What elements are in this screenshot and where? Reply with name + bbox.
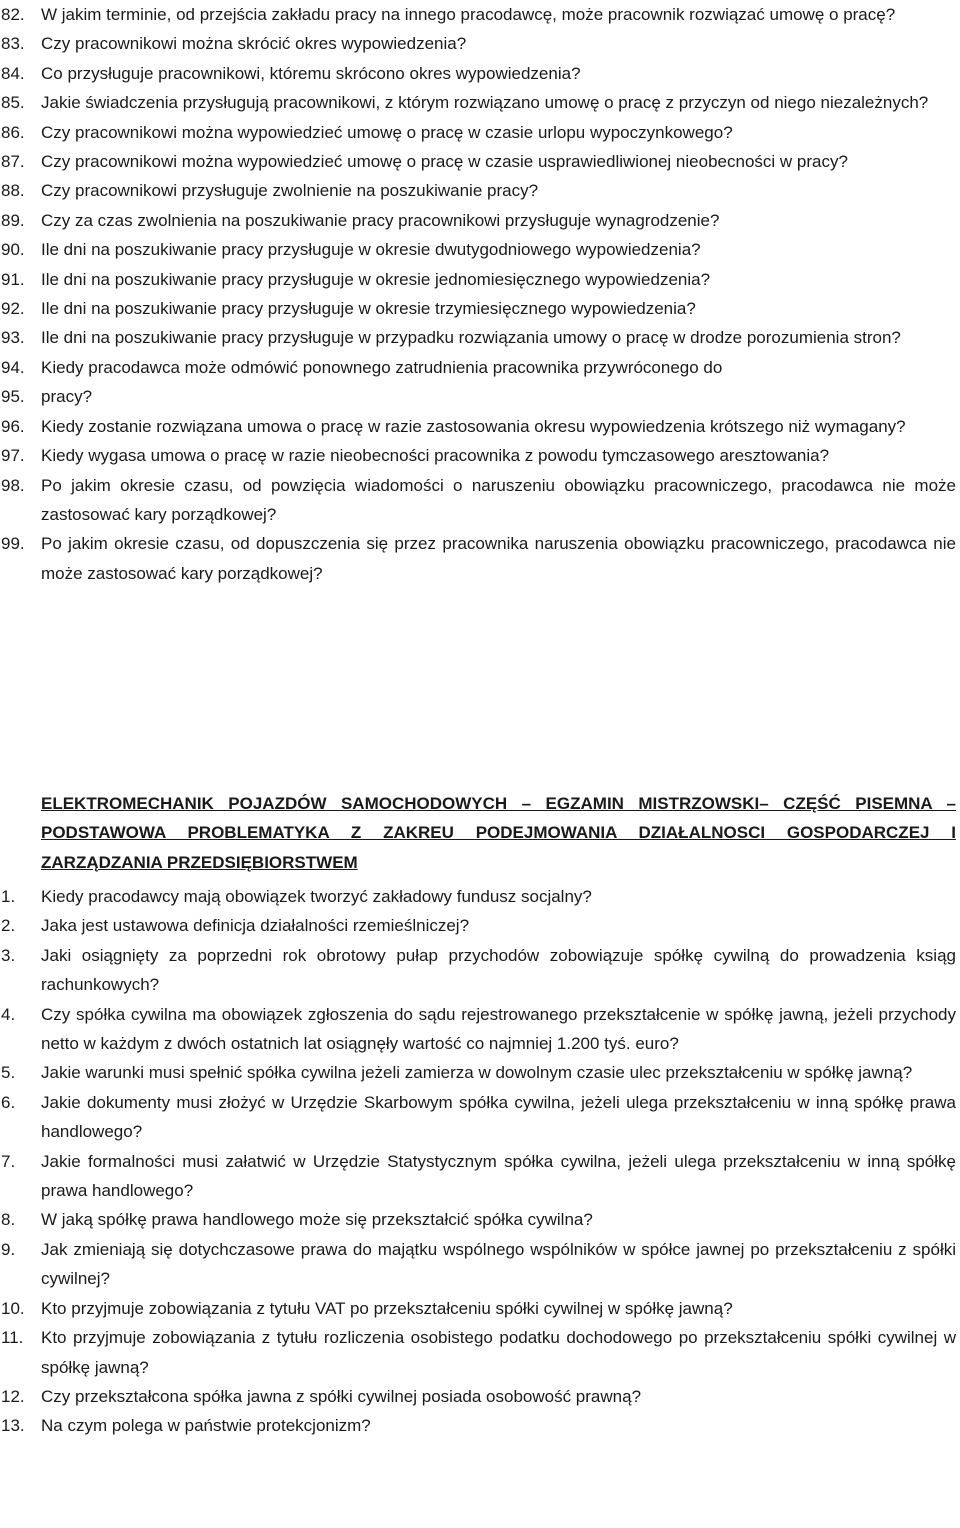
list-item (0, 1058, 956, 1087)
item-text: W jakim terminie, od przejścia zakładu pracy na innego pracodawcę, może pracownik rozwiązać umowę o pracę? (41, 5, 896, 24)
item-number: 99. (1, 534, 25, 554)
item-number: 94. (1, 357, 25, 377)
item-number: 84. (1, 63, 25, 83)
item-number: 95. (1, 387, 25, 407)
list-item (0, 147, 956, 176)
list-item (0, 206, 956, 235)
item-text: Jak zmieniają się dotychczasowe prawa do majątku wspólnego wspólników w spółce jawnej po przekształceniu z spółki cywilnej? (41, 1239, 956, 1289)
item-text: Ile dni na poszukiwanie pracy przysługuje w przypadku rozwiązania umowy o pracę w drodze porozumienia stron? (41, 328, 901, 348)
list-item (0, 1382, 956, 1411)
item-text: Czy spółka cywilna ma obowiązek zgłoszenia do sądu rejestrowanego przekształcenie w spółkę jawną, jeżeli przychody netto w każdym z dwóch ostatnich lat osiągnęły wartość co najmniej 1.200 tyś. euro? (41, 1004, 956, 1054)
item-number: 82. (1, 5, 25, 24)
item-number: 10. (1, 1298, 25, 1318)
item-text: Ile dni na poszukiwanie pracy przysługuje w okresie jednomiesięcznego wypowiedzenia? (41, 269, 711, 289)
item-text: W jaką spółkę prawa handlowego może się przekształcić spółka cywilna? (41, 1210, 593, 1230)
list-item (0, 1147, 956, 1206)
list-item (0, 941, 956, 1000)
item-text: Ile dni na poszukiwanie pracy przysługuje w okresie trzymiesięcznego wypowiedzenia? (41, 299, 696, 319)
item-number: 13. (1, 1416, 25, 1436)
item-number: 12. (1, 1386, 25, 1406)
item-text: Czy pracownikowi można skrócić okres wypowiedzenia? (41, 34, 467, 54)
item-number: 97. (1, 446, 25, 466)
item-text: Kiedy pracodawca może odmówić ponownego zatrudnienia pracownika przywróconego do (41, 357, 723, 377)
item-text: Czy za czas zwolnienia na poszukiwanie pracy pracownikowi przysługuje wynagrodzenie? (41, 210, 720, 230)
list-item (0, 1000, 956, 1059)
list-item (0, 382, 956, 411)
item-text: Na czym polega w państwie protekcjonizm? (41, 1416, 371, 1436)
list-item (0, 1088, 956, 1147)
list-item (0, 59, 956, 88)
item-number: 6. (1, 1092, 16, 1112)
item-number: 7. (1, 1151, 16, 1171)
item-text: Jakie dokumenty musi złożyć w Urzędzie Skarbowym spółka cywilna, jeżeli ulega przekształceniu w inną spółkę prawa handlowego? (41, 1092, 956, 1142)
item-number: 91. (1, 269, 25, 289)
item-number: 2. (1, 916, 16, 936)
list-item (0, 323, 956, 352)
item-number: 85. (1, 93, 25, 113)
list-item (0, 1235, 956, 1294)
item-number: 9. (1, 1239, 16, 1259)
question-list-labor-law (0, 0, 956, 588)
question-list-business (0, 882, 956, 1441)
item-text: Ile dni na poszukiwanie pracy przysługuje w okresie dwutygodniowego wypowiedzenia? (41, 240, 701, 260)
item-number: 1. (1, 887, 16, 906)
list-item (0, 88, 956, 117)
list-item (0, 0, 956, 29)
item-number: 93. (1, 328, 25, 348)
item-text: Kto przyjmuje zobowiązania z tytułu rozliczenia osobistego podatku dochodowego po przekształceniu spółki cywilnej w spółkę jawną? (41, 1328, 956, 1377)
item-number: 4. (1, 1004, 16, 1024)
section-heading: ELEKTROMECHANIK POJAZDÓW SAMOCHODOWYCH – EGZAMIN MISTRZOWSKI– CZĘŚĆ PISEMNA – PODSTAWOWA PROBLEMATYKA Z ZAKREU PODEJMOWANIA DZIAŁALNOSCI GOSPODARCZEJ I ZARZĄDZANIA PRZEDSIĘBIORSTWEM (41, 794, 956, 872)
list-item (0, 29, 956, 58)
item-text: Kiedy zostanie rozwiązana umowa o pracę w razie zastosowania okresu wypowiedzenia krótszego niż wymagany? (41, 416, 906, 436)
list-item (0, 176, 956, 205)
item-number: 92. (1, 299, 25, 319)
item-text: Jaka jest ustawowa definicja działalności rzemieślniczej? (41, 916, 470, 936)
list-item (0, 1294, 956, 1323)
list-item (0, 265, 956, 294)
item-number: 3. (1, 945, 16, 965)
list-item (0, 118, 956, 147)
item-number: 98. (1, 475, 25, 495)
list-item (0, 529, 956, 588)
list-item (0, 1323, 956, 1382)
list-item (0, 353, 956, 382)
item-text: Kiedy wygasa umowa o pracę w razie nieobecności pracownika z powodu tymczasowego aresztowania? (41, 446, 830, 466)
item-number: 86. (1, 122, 25, 142)
item-number: 11. (1, 1328, 24, 1348)
list-item (0, 911, 956, 940)
item-text: Jakie warunki musi spełnić spółka cywilna jeżeli zamierza w dowolnym czasie ulec przekształceniu w spółkę jawną? (41, 1063, 913, 1083)
item-text: Jaki osiągnięty za poprzedni rok obrotowy pułap przychodów zobowiązuje spółkę cywilną do prowadzenia ksiąg rachunkowych? (41, 945, 956, 995)
list-item (0, 1411, 956, 1440)
item-number: 89. (1, 210, 25, 230)
list-item (0, 1205, 956, 1234)
item-text: Czy pracownikowi przysługuje zwolnienie na poszukiwanie pracy? (41, 181, 539, 201)
list-item (0, 471, 956, 530)
item-number: 83. (1, 34, 25, 54)
item-number: 90. (1, 240, 25, 260)
item-number: 5. (1, 1063, 16, 1083)
item-text: Czy pracownikowi można wypowiedzieć umowę o pracę w czasie usprawiedliwionej nieobecności w pracy? (41, 152, 848, 172)
list-item (0, 235, 956, 264)
list-item (0, 412, 956, 441)
list-item (0, 882, 956, 911)
item-text: Czy przekształcona spółka jawna z spółki cywilnej posiada osobowość prawną? (41, 1386, 642, 1406)
item-text: Jakie świadczenia przysługują pracownikowi, z którym rozwiązano umowę o pracę z przyczyn od niego niezależnych? (41, 93, 929, 113)
list-item (0, 294, 956, 323)
item-text: Czy pracownikowi można wypowiedzieć umowę o pracę w czasie urlopu wypoczynkowego? (41, 122, 733, 142)
item-number: 87. (1, 152, 25, 172)
list-item (0, 441, 956, 470)
item-number: 8. (1, 1210, 16, 1230)
item-text: Kto przyjmuje zobowiązania z tytułu VAT po przekształceniu spółki cywilnej w spółkę jawną? (41, 1298, 733, 1318)
item-number: 96. (1, 416, 25, 436)
item-number: 88. (1, 181, 25, 201)
item-text: Co przysługuje pracownikowi, któremu skrócono okres wypowiedzenia? (41, 63, 581, 83)
item-text: Po jakim okresie czasu, od dopuszczenia się przez pracownika naruszenia obowiązku pracowniczego, pracodawca nie może zastosować kary porządkowej? (41, 534, 956, 583)
item-text: Kiedy pracodawcy mają obowiązek tworzyć zakładowy fundusz socjalny? (41, 887, 592, 906)
item-text: Jakie formalności musi załatwić w Urzędzie Statystycznym spółka cywilna, jeżeli ulega przekształceniu w inną spółkę prawa handlowego? (41, 1151, 956, 1201)
item-text: Po jakim okresie czasu, od powzięcia wiadomości o naruszeniu obowiązku pracowniczego, pracodawca nie może zastosować kary porządkowej? (41, 475, 956, 524)
item-text: pracy? (41, 387, 93, 407)
